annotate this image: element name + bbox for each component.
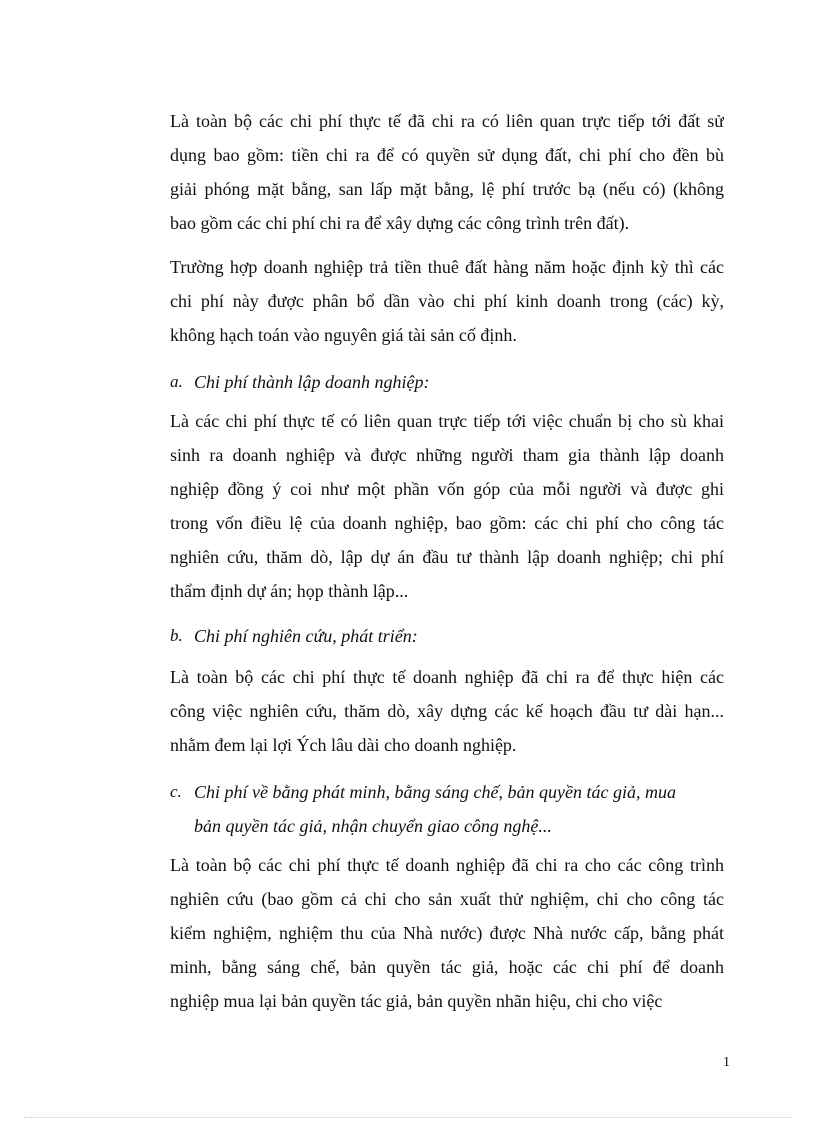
list-marker: c. xyxy=(170,782,182,801)
text-line: sinh ra doanh nghiệp và được những người tham gia thành lập doanh xyxy=(170,445,724,465)
text-line: chi phí này được phân bổ dần vào chi phí kinh doanh trong (các) kỳ, xyxy=(170,291,724,311)
text-line: kiểm nghiệm, nghiệm thu của Nhà nước) được Nhà nước cấp, bằng phát xyxy=(170,923,724,943)
paragraph-patent-costs xyxy=(170,848,724,1018)
text-line: Là toàn bộ các chi phí thực tế doanh nghiệp đã chi ra cho các công trình xyxy=(170,855,724,875)
paragraph-land-use-costs xyxy=(170,104,724,240)
text-line: thẩm định dự án; họp thành lập... xyxy=(170,581,409,601)
heading-text: Chi phí về bằng phát minh, bằng sáng chế, bản quyền tác giả, mua xyxy=(194,782,676,802)
text-line: nghiên cứu (bao gồm cả chi cho sản xuất thử nghiệm, chi cho công tác xyxy=(170,889,724,909)
page-bottom-divider xyxy=(24,1117,792,1118)
text-line: Là các chi phí thực tế có liên quan trực tiếp tới việc chuẩn bị cho sù khai xyxy=(170,411,724,431)
text-line: Là toàn bộ các chi phí thực tế đã chi ra có liên quan trực tiếp tới đất sử xyxy=(170,111,724,131)
text-line: minh, bằng sáng chế, bản quyền tác giả, hoặc các chi phí để doanh xyxy=(170,957,724,977)
text-line: trong vốn điều lệ của doanh nghiệp, bao gồm: các chi phí cho công tác xyxy=(170,513,724,533)
text-line: công việc nghiên cứu, thăm dò, xây dựng các kế hoạch đầu tư dài hạn... xyxy=(170,701,724,721)
text-line: nghiên cứu, thăm dò, lập dự án đầu tư thành lập doanh nghiệp; chi phí xyxy=(170,547,724,567)
text-line: Trường hợp doanh nghiệp trả tiền thuê đất hàng năm hoặc định kỳ thì các xyxy=(170,257,724,277)
text-line: bao gồm các chi phí chi ra để xây dựng các công trình trên đất). xyxy=(170,213,630,233)
text-line: nghiệp mua lại bản quyền tác giả, bản quyền nhãn hiệu, chi cho việc xyxy=(170,991,663,1011)
text-line: dụng bao gồm: tiền chi ra để có quyền sử dụng đất, chi phí cho đền bù xyxy=(170,145,724,165)
heading-text: Chi phí nghiên cứu, phát triển: xyxy=(194,626,418,646)
text-line: Là toàn bộ các chi phí thực tế doanh nghiệp đã chi ra để thực hiện các xyxy=(170,667,724,687)
heading-text: bản quyền tác giả, nhận chuyển giao công nghệ... xyxy=(194,816,552,836)
text-line: nhằm đem lại lợi Ých lâu dài cho doanh nghiệp. xyxy=(170,735,517,755)
list-marker: b. xyxy=(170,626,183,645)
text-line: nghiệp đồng ý coi như một phần vốn góp của mỗi người và được ghi xyxy=(170,479,724,499)
paragraph-land-rent xyxy=(170,250,724,352)
text-line: giải phóng mặt bằng, san lấp mặt bằng, lệ phí trước bạ (nếu có) (không xyxy=(170,179,724,199)
list-marker: a. xyxy=(170,372,183,391)
text-line: không hạch toán vào nguyên giá tài sản cố định. xyxy=(170,325,517,345)
paragraph-establishment-costs xyxy=(170,404,724,608)
paragraph-research-costs xyxy=(170,660,724,762)
heading-text: Chi phí thành lập doanh nghiệp: xyxy=(194,372,430,392)
page-number: 1 xyxy=(723,1055,730,1070)
